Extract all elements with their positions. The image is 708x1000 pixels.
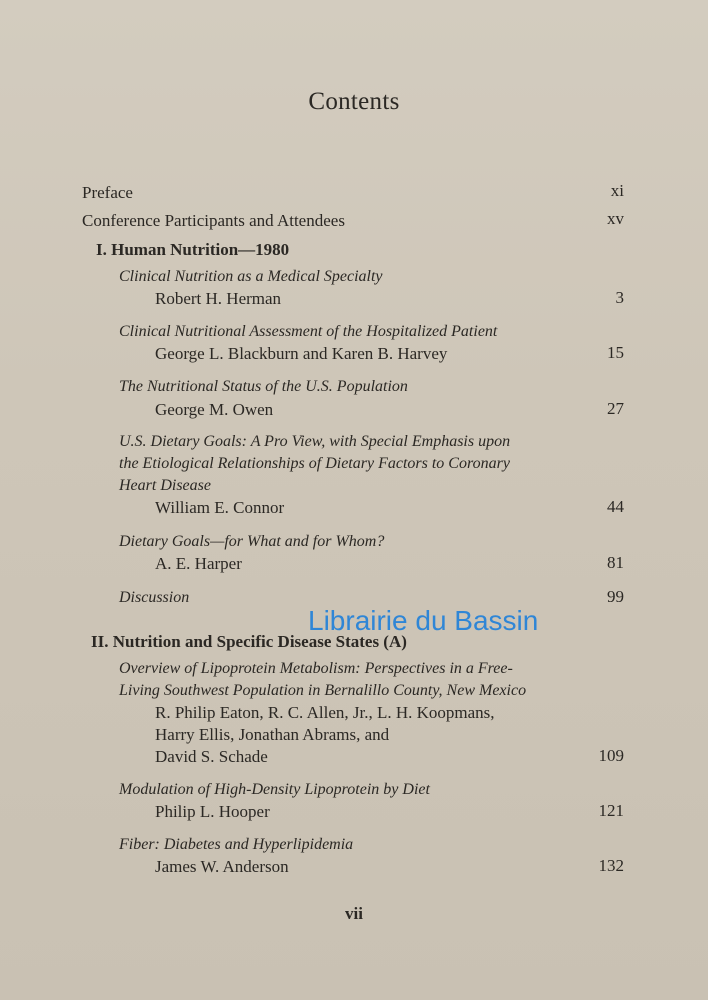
toc-page-number: 99	[607, 587, 624, 606]
chapter-author: R. Philip Eaton, R. C. Allen, Jr., L. H. Koopmans,	[155, 703, 495, 722]
chapter-title: Discussion	[119, 589, 190, 606]
watermark: Librairie du Bassin	[308, 605, 539, 636]
chapter-author: William E. Connor	[155, 498, 285, 517]
toc-entry-title: Conference Participants and Attendees	[82, 211, 345, 230]
toc-page-number: 27	[607, 399, 624, 418]
chapter-title: Clinical Nutritional Assessment of the Hospitalized Patient	[119, 323, 498, 340]
chapter-title: Dietary Goals—for What and for Whom?	[119, 533, 385, 550]
chapter-author: George L. Blackburn and Karen B. Harvey	[155, 344, 448, 363]
toc-page-number: 15	[607, 343, 624, 362]
toc-page-number: 132	[598, 856, 624, 875]
chapter-author: Harry Ellis, Jonathan Abrams, and	[155, 725, 390, 744]
chapter-title: the Etiological Relationships of Dietary Factors to Coronary	[119, 455, 510, 472]
toc-page-number: 121	[598, 801, 624, 820]
chapter-title: Heart Disease	[119, 477, 211, 494]
chapter-title: Fiber: Diabetes and Hyperlipidemia	[119, 836, 354, 853]
chapter-title: The Nutritional Status of the U.S. Population	[119, 378, 408, 395]
toc-page-number: 3	[615, 288, 624, 307]
chapter-author: George M. Owen	[155, 400, 274, 419]
toc-entry-title: Preface	[82, 183, 133, 202]
part-heading: I. Human Nutrition—1980	[96, 240, 290, 259]
page-folio: vii	[345, 904, 363, 923]
chapter-author: James W. Anderson	[155, 857, 289, 876]
chapter-title: Overview of Lipoprotein Metabolism: Perspectives in a Free-	[119, 660, 513, 677]
toc-page-number: 81	[607, 553, 624, 572]
chapter-author: Robert H. Herman	[155, 289, 282, 308]
chapter-title: Living Southwest Population in Bernalillo County, New Mexico	[119, 682, 527, 699]
toc-page-number: xv	[607, 209, 624, 228]
chapter-author: A. E. Harper	[155, 554, 242, 573]
chapter-title: Modulation of High-Density Lipoprotein by Diet	[119, 781, 430, 798]
part-heading: II. Nutrition and Specific Disease States (A)	[91, 632, 407, 651]
page-title: Contents	[308, 88, 400, 115]
toc-page-number: xi	[610, 181, 624, 200]
chapter-author: Philip L. Hooper	[155, 802, 270, 821]
chapter-author: David S. Schade	[155, 747, 268, 766]
chapter-title: U.S. Dietary Goals: A Pro View, with Special Emphasis upon	[119, 433, 511, 450]
toc-page-number: 44	[607, 497, 624, 516]
toc-page-number: 109	[598, 746, 624, 765]
chapter-title: Clinical Nutrition as a Medical Specialty	[119, 268, 383, 285]
